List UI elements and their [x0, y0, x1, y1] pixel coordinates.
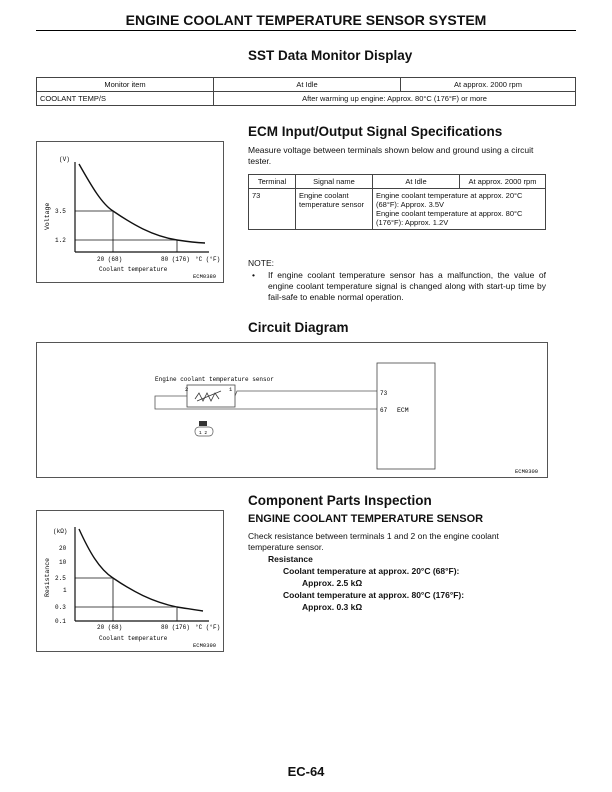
ecm-header-row [249, 175, 546, 189]
voltage-xtick-80: 80 (176) [161, 256, 190, 263]
ecm-table [248, 174, 546, 230]
header-rule [36, 30, 576, 31]
ecm-note-text: If engine coolant temperature sensor has a malfunction, the value of engine coolant temperature signal is changed along with start-up time by fail-safe to enable normal operation. [268, 270, 546, 302]
resistance-code: ECM0390 [193, 642, 217, 649]
ecm-label: ECM [397, 407, 409, 414]
sst-table [36, 77, 576, 106]
voltage-unit: (V) [59, 156, 70, 163]
circuit-diagram [37, 343, 547, 477]
ecm-data-row [249, 189, 546, 230]
resistance-xtick-80: 80 (176) [161, 624, 190, 631]
spec1-condition: Coolant temperature at approx. 20°C (68°F): [283, 566, 460, 576]
ecm-col-2000: At approx. 2000 rpm [460, 175, 546, 189]
page-number: EC-64 [287, 764, 325, 779]
ecm-col-idle: At Idle [373, 175, 460, 189]
resistance-curve [79, 529, 203, 611]
ecm-note-bullet: • [252, 270, 255, 280]
component-subtitle: ENGINE COOLANT TEMPERATURE SENSOR [248, 513, 484, 525]
voltage-axis-label: Voltage [44, 202, 51, 230]
voltage-xunit: °C (°F) [195, 256, 221, 263]
voltage-code: ECM0389 [193, 273, 217, 280]
ecm-note-label: NOTE: [248, 258, 274, 268]
voltage-curve [79, 164, 205, 243]
page-header-title: ENGINE COOLANT TEMPERATURE SENSOR SYSTEM [125, 12, 487, 28]
sst-data-row [37, 92, 576, 106]
voltage-graph-frame [36, 141, 224, 283]
ecm-value-line1: Engine coolant temperature at approx. 20°C (68°F): Approx. 3.5V [376, 191, 523, 209]
ecm-col-signal: Signal name [296, 175, 373, 189]
voltage-tick-1.2: 1.2 [55, 237, 66, 244]
ecm-col-terminal: Terminal [249, 175, 296, 189]
connector-key-icon [199, 421, 207, 426]
ecm-signal-cell: Engine coolant temperature sensor [296, 189, 373, 230]
resistance-xunit: °C (°F) [195, 624, 221, 631]
component-intro: Check resistance between terminals 1 and 2 on the engine coolant temperature sensor. [248, 531, 499, 552]
resistance-xtick-20: 20 (68) [97, 624, 123, 631]
sst-title: SST Data Monitor Display [248, 48, 413, 63]
circuit-code: ECM0300 [515, 468, 539, 475]
ecm-intro: Measure voltage between terminals shown below and ground using a circuit tester. [248, 145, 534, 166]
ecm-terminal-cell: 73 [249, 189, 296, 230]
resistance-tick-1: 1 [63, 587, 67, 594]
resistance-axis-label: Resistance [44, 557, 51, 597]
circuit-diagram-frame [36, 342, 548, 478]
sst-value-cell: After warming up engine: Approx. 80°C (176°F) or more [214, 92, 576, 106]
resistance-label: Resistance [268, 554, 313, 564]
circuit-title: Circuit Diagram [248, 320, 349, 335]
voltage-xtick-20: 20 (68) [97, 256, 123, 263]
component-title: Component Parts Inspection [248, 493, 432, 508]
sensor-pin2: 2 [185, 386, 189, 393]
resistance-tick-0.3: 0.3 [55, 604, 66, 611]
circuit-sensor-label: Engine coolant temperature sensor [155, 376, 274, 383]
ecm-value-line2: Engine coolant temperature at approx. 80°C (176°F): Approx. 1.2V [376, 209, 523, 227]
ecm-box [377, 363, 435, 469]
resistance-graph-frame [36, 510, 224, 652]
resistance-graph [37, 511, 223, 651]
resistance-xlabel: Coolant temperature [99, 635, 168, 642]
spec2-value: Approx. 0.3 kΩ [302, 602, 363, 612]
sst-header-row [37, 78, 576, 92]
spec2-condition: Coolant temperature at approx. 80°C (176°F): [283, 590, 465, 600]
sst-item-cell: COOLANT TEMP/S [37, 92, 214, 106]
ecm-title: ECM Input/Output Signal Specifications [248, 124, 503, 139]
resistance-unit: (kΩ) [53, 528, 68, 535]
sensor-box [187, 385, 235, 407]
resistance-tick-20: 20 [59, 545, 67, 552]
voltage-graph [37, 142, 223, 282]
sensor-pin1: 1 [229, 386, 233, 393]
ecm-pin-73: 73 [380, 390, 388, 397]
resistance-tick-10: 10 [59, 559, 67, 566]
voltage-tick-3.5: 3.5 [55, 208, 66, 215]
spec1-value: Approx. 2.5 kΩ [302, 578, 363, 588]
sst-col-idle: At Idle [214, 78, 401, 92]
wire-73 [235, 391, 377, 396]
sst-col-item: Monitor item [37, 78, 214, 92]
connector-pins: 1 2 [199, 431, 208, 436]
resistance-tick-2.5: 2.5 [55, 575, 66, 582]
sst-col-2000: At approx. 2000 rpm [401, 78, 576, 92]
resistance-tick-0.1: 0.1 [55, 618, 66, 625]
voltage-xlabel: Coolant temperature [99, 266, 168, 273]
ecm-value-cell [373, 189, 546, 230]
ecm-pin-67: 67 [380, 407, 388, 414]
